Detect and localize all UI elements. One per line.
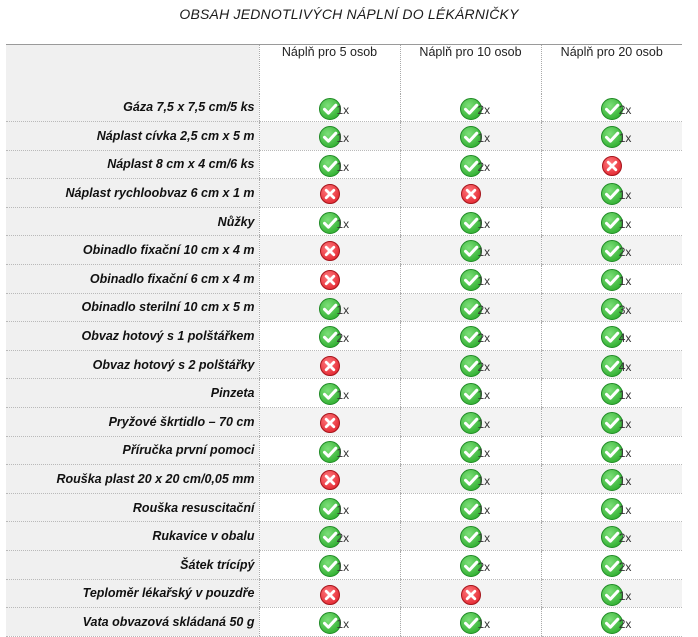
header-row xyxy=(6,45,682,94)
table-row xyxy=(6,122,682,151)
quantity-label: 2x xyxy=(477,102,491,117)
cell-kit-20 xyxy=(541,207,682,236)
item-name: Rouška resuscitační xyxy=(6,493,259,522)
table-row xyxy=(6,522,682,551)
cross-circle-icon xyxy=(318,354,342,378)
cell-kit-10 xyxy=(400,493,541,522)
quantity-label: 1x xyxy=(477,131,491,146)
table-row xyxy=(6,94,682,122)
item-name: Vata obvazová skládaná 50 g xyxy=(6,608,259,637)
cross-circle-icon xyxy=(459,583,483,607)
table-row xyxy=(6,350,682,379)
cell-kit-20 xyxy=(541,379,682,408)
quantity-label: 1x xyxy=(477,502,491,517)
cell-kit-10 xyxy=(400,551,541,580)
cell-kit-5 xyxy=(259,122,400,151)
column-header-5: Náplň pro 5 osob xyxy=(259,45,400,94)
cell-kit-10 xyxy=(400,265,541,294)
quantity-label: 1x xyxy=(336,131,350,146)
cell-kit-5 xyxy=(259,408,400,437)
table-row xyxy=(6,493,682,522)
table-row xyxy=(6,322,682,351)
table-row xyxy=(6,408,682,437)
cell-kit-10 xyxy=(400,150,541,179)
item-name: Teploměr lékařský v pouzdře xyxy=(6,579,259,608)
quantity-label: 2x xyxy=(336,331,350,346)
cell-kit-20 xyxy=(541,551,682,580)
cell-kit-20 xyxy=(541,179,682,208)
item-name: Obinadlo fixační 6 cm x 4 m xyxy=(6,265,259,294)
cell-kit-5 xyxy=(259,293,400,322)
cell-kit-5 xyxy=(259,436,400,465)
item-name: Obvaz hotový s 2 polštářky xyxy=(6,350,259,379)
quantity-label: 2x xyxy=(618,245,632,260)
cell-kit-20 xyxy=(541,150,682,179)
cell-kit-5 xyxy=(259,322,400,351)
table-row xyxy=(6,436,682,465)
quantity-label: 1x xyxy=(336,560,350,574)
quantity-label: 1x xyxy=(336,216,350,231)
quantity-label: 1x xyxy=(336,502,350,517)
quantity-label: 1x xyxy=(336,159,350,174)
quantity-label: 1x xyxy=(477,216,491,231)
quantity-label: 3x xyxy=(618,302,632,317)
item-name: Rouška plast 20 x 20 cm/0,05 mm xyxy=(6,465,259,494)
cell-kit-20 xyxy=(541,322,682,351)
quantity-label: 1x xyxy=(477,274,491,289)
item-name: Náplast cívka 2,5 cm x 5 m xyxy=(6,122,259,151)
quantity-label: 1x xyxy=(618,188,632,203)
table-row xyxy=(6,579,682,608)
cell-kit-20 xyxy=(541,94,682,122)
column-header-10: Náplň pro 10 osob xyxy=(400,45,541,94)
item-name: Příručka první pomoci xyxy=(6,436,259,465)
quantity-label: 1x xyxy=(477,617,491,632)
quantity-label: 1x xyxy=(477,417,491,432)
page-title: OBSAH JEDNOTLIVÝCH NÁPLNÍ DO LÉKÁRNIČKY xyxy=(179,6,519,22)
quantity-label: 1x xyxy=(618,388,632,403)
cell-kit-10 xyxy=(400,179,541,208)
quantity-label: 1x xyxy=(618,474,632,489)
cell-kit-5 xyxy=(259,236,400,265)
quantity-label: 2x xyxy=(477,359,491,374)
quantity-label: 2x xyxy=(477,560,491,574)
cell-kit-20 xyxy=(541,465,682,494)
cell-kit-10 xyxy=(400,236,541,265)
cell-kit-5 xyxy=(259,379,400,408)
column-header-20: Náplň pro 20 osob xyxy=(541,45,682,94)
cell-kit-5 xyxy=(259,493,400,522)
quantity-label: 1x xyxy=(618,216,632,231)
cell-kit-10 xyxy=(400,465,541,494)
quantity-label: 1x xyxy=(618,131,632,146)
item-name: Nůžky xyxy=(6,207,259,236)
cell-kit-20 xyxy=(541,522,682,551)
cell-kit-20 xyxy=(541,236,682,265)
quantity-label: 2x xyxy=(336,531,350,546)
quantity-label: 1x xyxy=(477,531,491,546)
quantity-label: 2x xyxy=(618,560,632,574)
cross-circle-icon xyxy=(318,239,342,263)
quantity-label: 2x xyxy=(618,102,632,117)
cell-kit-5 xyxy=(259,94,400,122)
cell-kit-10 xyxy=(400,350,541,379)
cross-circle-icon xyxy=(318,268,342,292)
item-name: Šátek trícípý xyxy=(6,551,259,580)
item-name: Gáza 7,5 x 7,5 cm/5 ks xyxy=(6,94,259,122)
item-name: Náplast 8 cm x 4 cm/6 ks xyxy=(6,150,259,179)
table-row xyxy=(6,236,682,265)
quantity-label: 1x xyxy=(336,302,350,317)
cell-kit-10 xyxy=(400,94,541,122)
cell-kit-5 xyxy=(259,265,400,294)
cell-kit-5 xyxy=(259,579,400,608)
quantity-label: 1x xyxy=(618,502,632,517)
cell-kit-10 xyxy=(400,207,541,236)
header-corner xyxy=(6,45,259,94)
table-body xyxy=(6,94,682,637)
quantity-label: 1x xyxy=(618,588,632,603)
table-row xyxy=(6,150,682,179)
quantity-label: 2x xyxy=(618,617,632,632)
cell-kit-5 xyxy=(259,465,400,494)
cell-kit-20 xyxy=(541,293,682,322)
cell-kit-5 xyxy=(259,522,400,551)
table-row xyxy=(6,265,682,294)
quantity-label: 1x xyxy=(477,245,491,260)
cell-kit-10 xyxy=(400,579,541,608)
quantity-label: 2x xyxy=(477,302,491,317)
cell-kit-10 xyxy=(400,436,541,465)
table-row xyxy=(6,551,682,580)
quantity-label: 1x xyxy=(477,388,491,403)
cross-circle-icon xyxy=(318,468,342,492)
item-name: Náplast rychloobvaz 6 cm x 1 m xyxy=(6,179,259,208)
cell-kit-5 xyxy=(259,551,400,580)
cell-kit-20 xyxy=(541,493,682,522)
quantity-label: 2x xyxy=(477,159,491,174)
cell-kit-5 xyxy=(259,350,400,379)
cross-circle-icon xyxy=(318,583,342,607)
table-row xyxy=(6,207,682,236)
cell-kit-20 xyxy=(541,408,682,437)
quantity-label: 2x xyxy=(618,531,632,546)
cell-kit-10 xyxy=(400,379,541,408)
item-name: Pryžové škrtidlo – 70 cm xyxy=(6,408,259,437)
quantity-label: 1x xyxy=(618,445,632,460)
cell-kit-20 xyxy=(541,436,682,465)
cell-kit-5 xyxy=(259,150,400,179)
cell-kit-10 xyxy=(400,322,541,351)
table-row xyxy=(6,465,682,494)
quantity-label: 1x xyxy=(336,445,350,460)
table-row xyxy=(6,179,682,208)
cell-kit-20 xyxy=(541,122,682,151)
item-name: Obvaz hotový s 1 polštářkem xyxy=(6,322,259,351)
table-row xyxy=(6,293,682,322)
cell-kit-10 xyxy=(400,408,541,437)
cell-kit-10 xyxy=(400,293,541,322)
quantity-label: 1x xyxy=(336,617,350,632)
quantity-label: 1x xyxy=(618,274,632,289)
item-name: Pinzeta xyxy=(6,379,259,408)
cell-kit-10 xyxy=(400,122,541,151)
cell-kit-20 xyxy=(541,350,682,379)
table-row xyxy=(6,379,682,408)
cell-kit-20 xyxy=(541,265,682,294)
quantity-label: 1x xyxy=(477,474,491,489)
item-name: Obinadlo fixační 10 cm x 4 m xyxy=(6,236,259,265)
quantity-label: 4x xyxy=(618,359,632,374)
supplies-table xyxy=(6,44,682,637)
item-name: Obinadlo sterilní 10 cm x 5 m xyxy=(6,293,259,322)
quantity-label: 2x xyxy=(477,331,491,346)
quantity-label: 1x xyxy=(477,445,491,460)
quantity-label: 1x xyxy=(336,388,350,403)
cross-circle-icon xyxy=(600,154,624,178)
cross-circle-icon xyxy=(318,182,342,206)
cell-kit-10 xyxy=(400,522,541,551)
quantity-label: 4x xyxy=(618,331,632,346)
item-name: Rukavice v obalu xyxy=(6,522,259,551)
cell-kit-20 xyxy=(541,579,682,608)
cell-kit-5 xyxy=(259,207,400,236)
cell-kit-5 xyxy=(259,179,400,208)
cross-circle-icon xyxy=(318,411,342,435)
quantity-label: 1x xyxy=(618,417,632,432)
quantity-label: 1x xyxy=(336,102,350,117)
cross-circle-icon xyxy=(459,182,483,206)
